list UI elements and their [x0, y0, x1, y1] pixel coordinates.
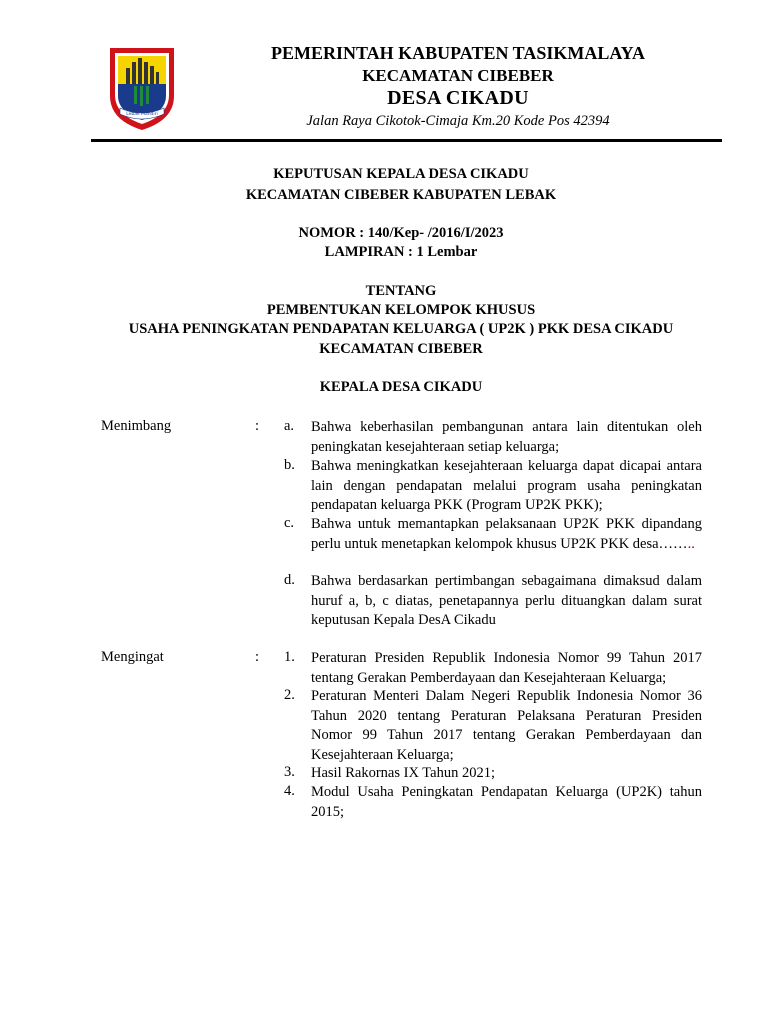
menimbang-label: Menimbang — [101, 418, 172, 434]
decree-subject-line-3: KECAMATAN CIBEBER — [319, 341, 483, 357]
menimbang-item-text: Bahwa untuk memantapkan pelaksanaan UP2K PKK dipandang perlu untuk menetapkan kelompok khusus UP2K PKK desa…… — [311, 516, 702, 552]
decree-number: NOMOR : 140/Kep- /2016/I/2023 — [298, 225, 504, 241]
mengingat-colon: : — [255, 649, 260, 665]
decree-issuer: KEPALA DESA CIKADU — [319, 379, 483, 395]
regency-emblem-logo — [106, 44, 178, 132]
menimbang-colon: : — [255, 418, 260, 434]
letterhead-village: DESA CIKADU — [387, 87, 529, 109]
logo-motto: Lebak Mandiri — [126, 112, 158, 117]
mengingat-marker: 1. — [284, 649, 295, 665]
mengingat-item: Modul Usaha Peningkatan Pendapatan Keluarga (UP2K) tahun 2015; — [311, 784, 702, 820]
decree-attachment: LAMPIRAN : 1 Lembar — [324, 244, 478, 260]
mengingat-item: Peraturan Menteri Dalam Negeri Republik Indonesia Nomor 36 Tahun 2020 tentang Peraturan Pelaksana Peraturan Presiden Nomor 99 Tahun 2017 tentang Gerakan Pemberdayaan dan Kesejahteraan Keluarga; — [311, 688, 702, 763]
menimbang-marker: a. — [284, 418, 295, 434]
decree-title-district: KECAMATAN CIBEBER KABUPATEN LEBAK — [245, 187, 557, 203]
menimbang-marker: d. — [284, 572, 295, 588]
menimbang-item: Bahwa berdasarkan pertimbangan sebagaimana dimaksud dalam huruf a, b, c diatas, penetapannya perlu dituangkan dalam surat keputusan Kepala DesA Cikadu — [311, 573, 702, 628]
menimbang-marker: b. — [284, 457, 295, 473]
mengingat-item: Hasil Rakornas IX Tahun 2021; — [311, 765, 495, 781]
decree-subject-line-2: USAHA PENINGKATAN PENDAPATAN KELUARGA ( UP2K ) PKK DESA CIKADU — [128, 321, 674, 337]
menimbang-item: Bahwa keberhasilan pembangunan antara lain ditentukan oleh peningkatan kesejahteraan setiap keluarga; — [311, 419, 702, 455]
menimbang-marker: c. — [284, 515, 295, 531]
letterhead-divider — [91, 139, 722, 142]
letterhead-district: KECAMATAN CIBEBER — [362, 66, 554, 85]
decree-title: KEPUTUSAN KEPALA DESA CIKADU — [273, 166, 529, 182]
letterhead-address: Jalan Raya Cikotok-Cimaja Km.20 Kode Pos 42394 — [306, 113, 610, 129]
mengingat-marker: 2. — [284, 687, 295, 703]
mengingat-label: Mengingat — [101, 649, 164, 665]
menimbang-item-red-dots: .. — [687, 535, 695, 552]
menimbang-item-c — [311, 515, 702, 554]
decree-about-label: TENTANG — [365, 283, 437, 299]
letterhead-government: PEMERINTAH KABUPATEN TASIKMALAYA — [270, 43, 646, 63]
mengingat-marker: 4. — [284, 783, 295, 799]
decree-subject-line-1: PEMBENTUKAN KELOMPOK KHUSUS — [266, 302, 536, 318]
menimbang-item: Bahwa meningkatkan kesejahteraan keluarga dapat dicapai antara lain dengan pendapatan melalui program usaha peningkatan pendapatan keluarga PKK (Program UP2K PKK); — [311, 458, 702, 513]
mengingat-marker: 3. — [284, 764, 295, 780]
mengingat-item: Peraturan Presiden Republik Indonesia Nomor 99 Tahun 2017 tentang Gerakan Pemberdayaan dan Kesejahteraan Keluarga; — [311, 650, 702, 686]
